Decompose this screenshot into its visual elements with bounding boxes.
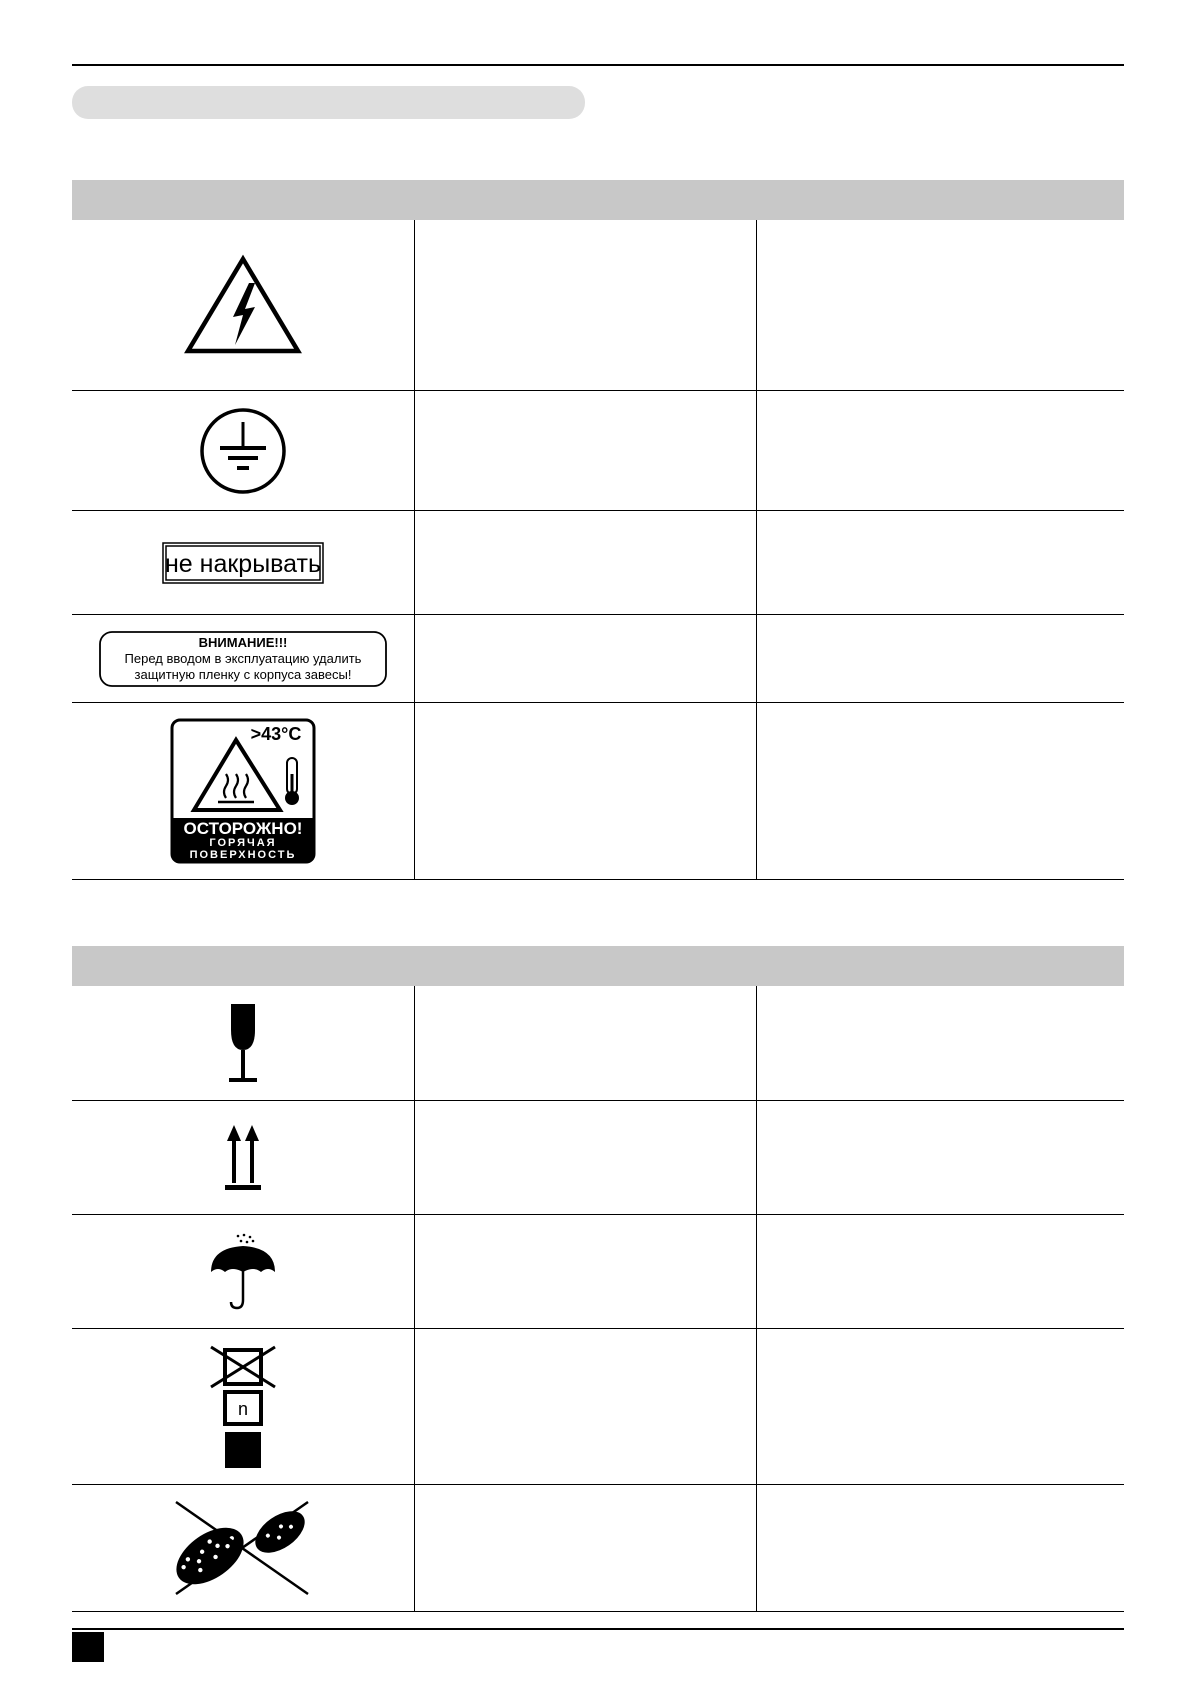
note-cell (756, 391, 1124, 510)
table-row (72, 1329, 1124, 1485)
caution-label: ОСТОРОЖНО! (183, 819, 303, 838)
description-cell (414, 615, 756, 702)
description-cell (414, 986, 756, 1100)
note-cell (756, 1329, 1124, 1484)
safety-symbols-table (72, 180, 1124, 880)
section-header (72, 946, 1124, 986)
note-cell (756, 220, 1124, 390)
table-row (72, 1485, 1124, 1612)
description-cell (414, 1101, 756, 1214)
description-cell (414, 511, 756, 614)
note-cell (756, 1101, 1124, 1214)
table-row (72, 615, 1124, 703)
section-header (72, 180, 1124, 220)
description-cell (414, 1329, 756, 1484)
top-rule (72, 64, 1124, 66)
description-cell (414, 391, 756, 510)
warning-title: ВНИМАНИЕ!!! (198, 634, 288, 650)
note-cell (756, 1485, 1124, 1611)
symbol-cell (72, 615, 414, 702)
table-row (72, 1215, 1124, 1329)
hot-surface-warning-icon (170, 718, 316, 864)
high-voltage-icon (183, 253, 303, 357)
symbol-cell (72, 986, 414, 1100)
table-row (72, 986, 1124, 1101)
temperature-label: >43°C (250, 724, 302, 744)
description-cell (414, 1485, 756, 1611)
symbol-cell (72, 1329, 414, 1484)
note-cell (756, 511, 1124, 614)
page-marker (72, 1632, 104, 1662)
do-not-cover-text: не накрывать (164, 549, 322, 578)
symbol-cell (72, 1485, 414, 1611)
do-not-step-icon (168, 1498, 318, 1598)
description-cell (414, 703, 756, 879)
bottom-rule (72, 1628, 1124, 1630)
note-cell (756, 986, 1124, 1100)
ground-icon (198, 406, 288, 496)
table-row (72, 511, 1124, 615)
remove-film-warning-label (99, 631, 387, 687)
table-row (72, 391, 1124, 511)
stack-limit-label: n (237, 1398, 249, 1419)
note-cell (756, 703, 1124, 879)
symbol-cell (72, 511, 414, 614)
fragile-icon (223, 1000, 263, 1086)
note-cell (756, 615, 1124, 702)
table-row (72, 1101, 1124, 1215)
description-cell (414, 220, 756, 390)
hot-label-1: ГОРЯЧАЯ (209, 837, 277, 849)
hot-label-2: ПОВЕРХНОСТЬ (189, 849, 297, 861)
do-not-cover-label (162, 542, 324, 584)
description-cell (414, 1215, 756, 1328)
keep-dry-icon (208, 1232, 278, 1312)
table-row (72, 220, 1124, 391)
table-row (72, 703, 1124, 880)
transport-symbols-table (72, 946, 1124, 1612)
stacking-limit-icon (208, 1344, 278, 1470)
symbol-cell (72, 703, 414, 879)
title-pill (72, 86, 585, 119)
symbol-cell (72, 1101, 414, 1214)
this-way-up-icon (223, 1123, 263, 1193)
warning-line-1: Перед вводом в эксплуатацию удалить (124, 650, 362, 666)
symbol-cell (72, 391, 414, 510)
symbol-cell (72, 1215, 414, 1328)
note-cell (756, 1215, 1124, 1328)
warning-line-2: защитную пленку с корпуса завесы! (134, 666, 352, 682)
symbol-cell (72, 220, 414, 390)
